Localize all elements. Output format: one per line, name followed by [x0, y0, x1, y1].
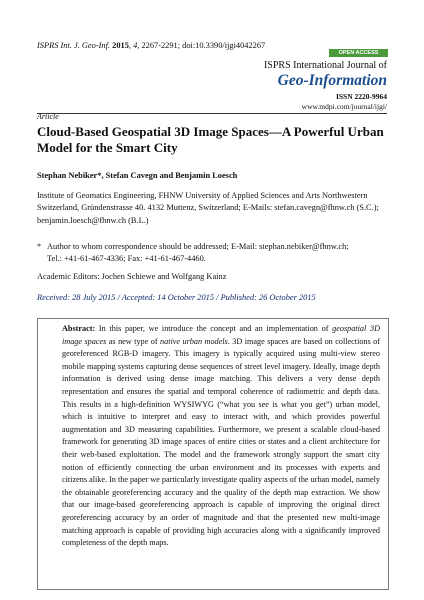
citation-year: 2015 [112, 41, 129, 50]
journal-name-line2: Geo-Information [277, 72, 387, 89]
article-type: Article [37, 112, 59, 121]
abstract-label: Abstract: [62, 324, 96, 333]
correspondence-note [37, 241, 389, 264]
corresponding-star: * [37, 242, 42, 251]
citation-volume: 4 [133, 41, 138, 50]
abstract-emphasis-1: geospatial 3D image spaces [62, 324, 381, 346]
citation-journal: ISPRS Int. J. Geo-Inf. [37, 41, 111, 50]
journal-url[interactable]: www.mdpi.com/journal/ijgi/ [301, 102, 387, 111]
academic-editors: Academic Editors: Jochen Schiewe and Wolfgang Kainz [37, 272, 227, 281]
publication-dates: Received: 28 July 2015 / Accepted: 14 October 2015 / Published: 26 October 2015 [37, 293, 316, 302]
header-divider [37, 113, 387, 114]
journal-issn: ISSN 2220-9964 [335, 92, 387, 101]
journal-name-line1: ISPRS International Journal of [263, 60, 387, 71]
abstract-emphasis-2: native urban models [160, 336, 228, 346]
correspondence-line2: Tel.: +41-61-467-4336; Fax: +41-61-467-4460. [47, 253, 206, 263]
correspondence-line1: Author to whom correspondence should be addressed; E-Mail: stephan.nebiker@fhnw.ch; [47, 242, 349, 251]
citation-pages-doi: , 2267-2291; doi:10.3390/ijgi4042267 [137, 41, 266, 50]
author-list: Stephan Nebiker*, Stefan Cavegn and Benjamin Loesch [37, 171, 238, 180]
citation-line: ISPRS Int. J. Geo-Inf. 2015, 4, 2267-2291; doi:10.3390/ijgi4042267 [37, 41, 266, 50]
open-access-badge: OPEN ACCESS [329, 49, 388, 57]
abstract-text: Abstract: In this paper, we introduce the concept and an implementation of geospatial 3D image spaces as new type of native urban models. 3D image spaces are based on collections of georeferenced RGB-D imagery. This imagery is typically acquired using multi-view stereo mobile mapping systems capturing dense sequences of street level imagery. Ideally, image depth information is derived using dense image matching. This delivers a very dense depth representation and ensures the spatial and temporal coherence of radiometric and depth data. This results in a high-definition WYSIWYG (“what you see is what you get”) urban model, which is intuitive to interpret and easy to interact with, and which provides powerful augmentation and 3D measuring capabilities. Furthermore, we present a scalable cloud-based framework for generating 3D image spaces of entire cities or states and a client architecture for their web-based exploitation. The model and the framework strongly support the smart city notion of efficiently connecting the urban environment and its processes with experts and citizens alike. In the paper we particularly investigate quality aspects of the urban model, namely the obtainable georeferencing accuracy and the quality of the depth map extraction. We show that our image-based georeferencing approach is capable of improving the original direct georeferencing accuracy by an order of magnitude and that the presented new multi-image matching approach is capable of providing high accuracies along with a significantly improved completeness of the depth maps. [62, 324, 381, 548]
affiliation: Institute of Geomatics Engineering, FHNW University of Applied Sciences and Arts Northwestern Switzerland, Gründenstrasse 40. 4132 Muttenz, Switzerland; E-Mails: stefan.cavegn@fhnw.ch (S.C.); benjamin.loesch@fhnw.ch (B.L.) [37, 191, 379, 225]
article-title: Cloud-Based Geospatial 3D Image Spaces—A Powerful Urban Model for the Smart City [37, 124, 384, 155]
